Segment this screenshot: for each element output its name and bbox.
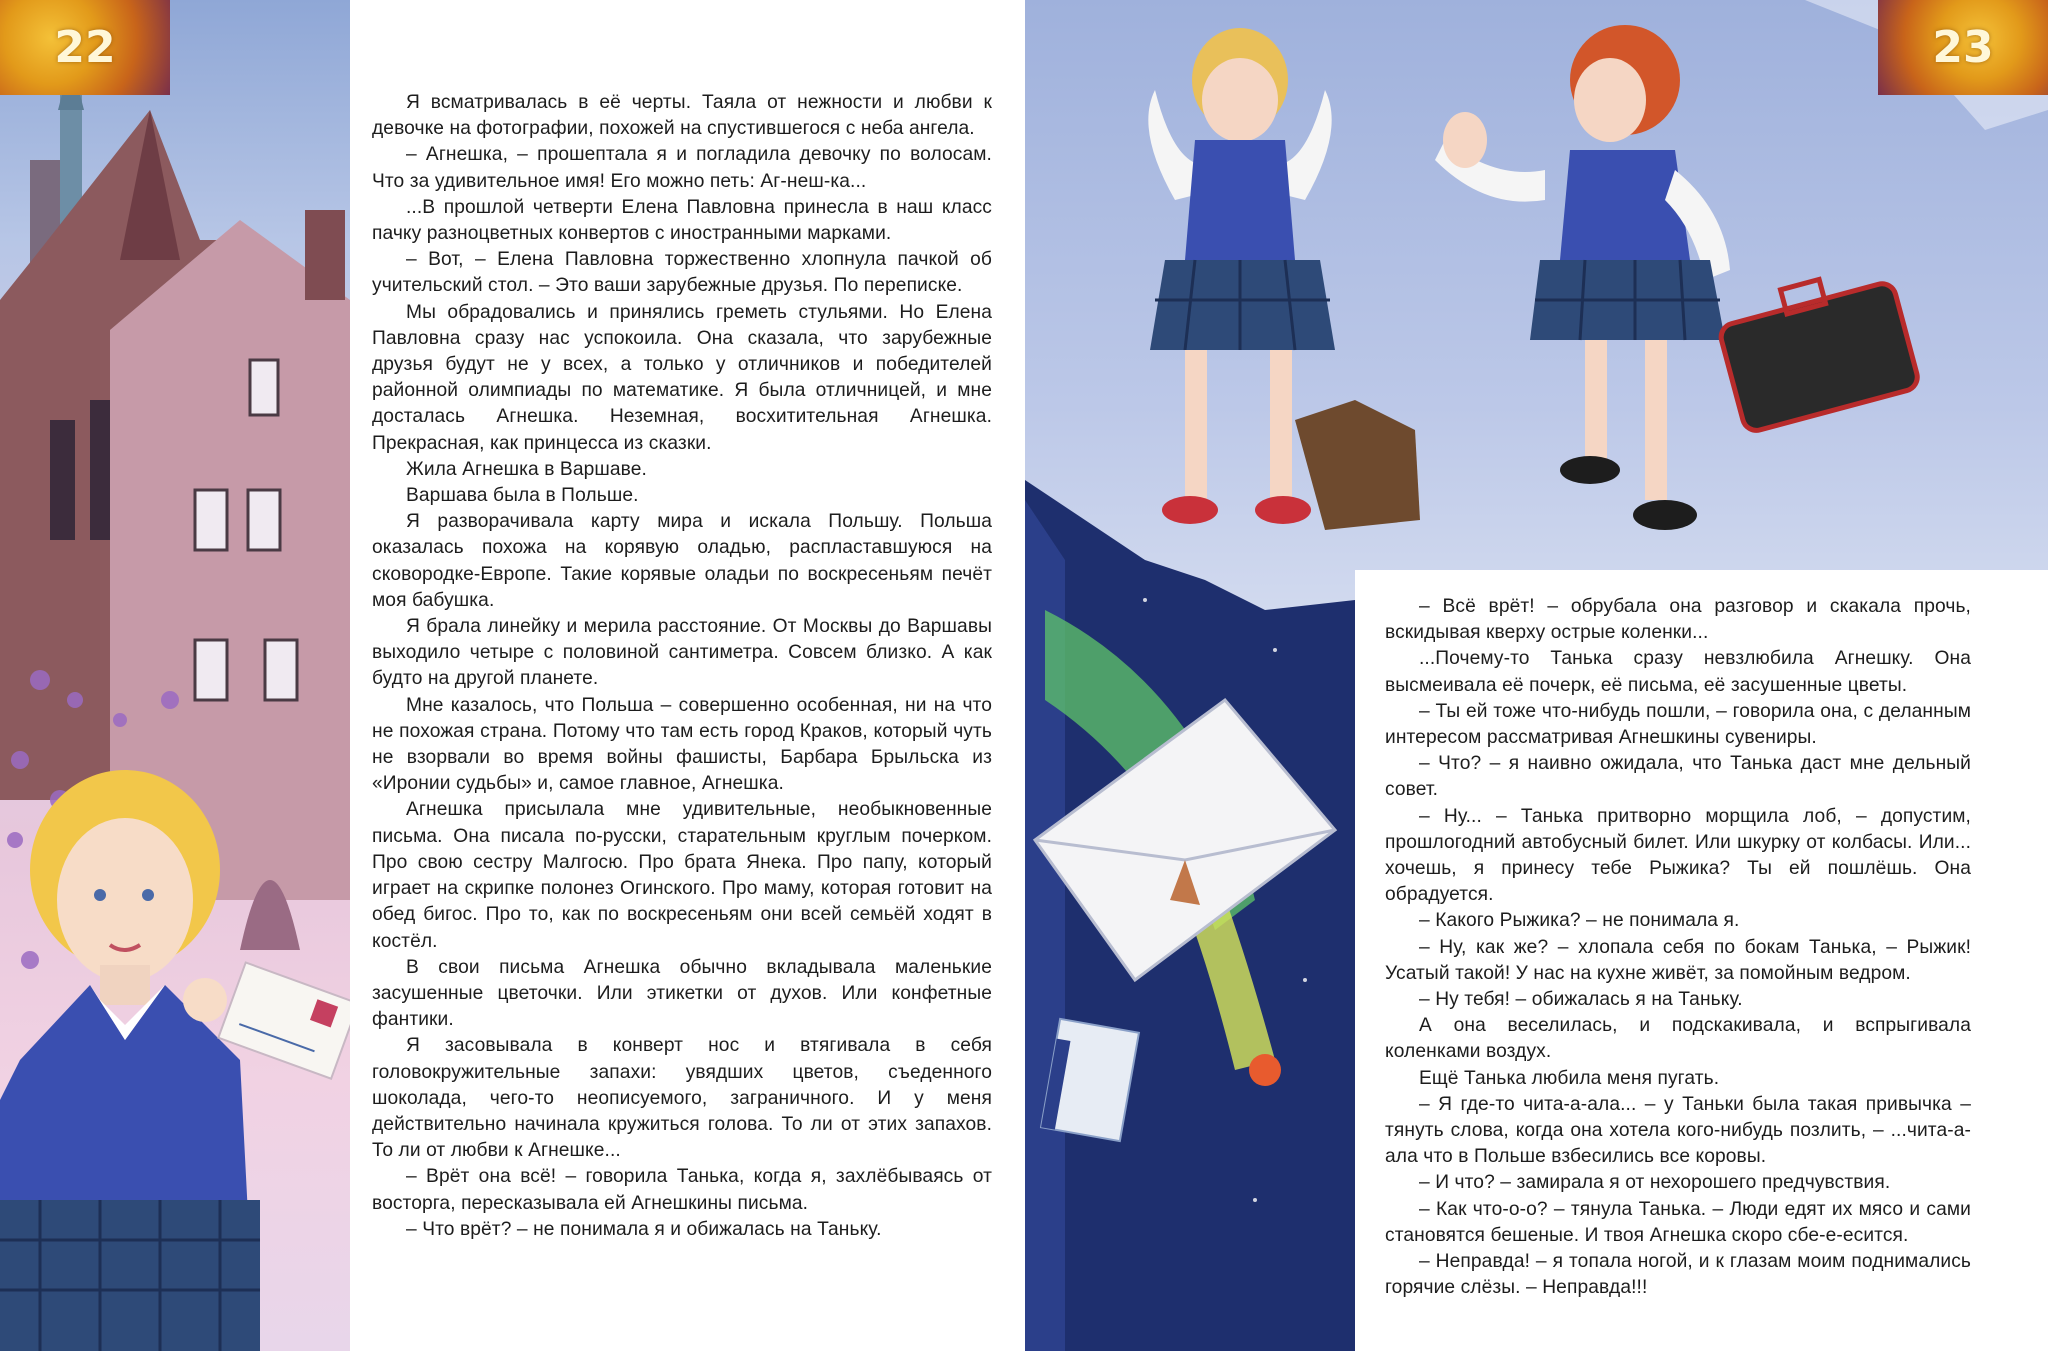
- left-illustration: [0, 0, 350, 1351]
- paragraph: – Ну тебя! – обижалась я на Таньку.: [1419, 989, 1743, 1011]
- left-text-page: [350, 0, 1025, 1351]
- paragraph: Варшава была в Польше.: [406, 485, 639, 507]
- paragraph: – И что? – замирала я от нехорошего предчувствия.: [1419, 1172, 1891, 1194]
- old-town-girl-illustration: [0, 0, 350, 1351]
- paragraph: В свои письма Агнешка обычно вкладывала маленькие засушенные цветочки. Или этикетки от духов. Или конфетные фантики.: [372, 956, 992, 1031]
- paragraph: – Ну, как же? – хлопала себя по бокам Танька, – Рыжик! Усатый такой! У нас на кухне живёт, за помойным ведром.: [1385, 936, 1971, 984]
- left-text-column: [372, 90, 992, 1243]
- paragraph: Мы обрадовались и принялись греметь стульями. Но Елена Павловна сразу нас успокоила. Она сказала, что зарубежные друзья будут не у всех, а только у отличников и победителей районной олимпиады по математике. Я была отличницей, и мне досталась Агнешка. Неземная, восхитительная Агнешка. Прекрасная, как принцесса из сказки.: [372, 301, 992, 454]
- paragraph: – Что? – я наивно ожидала, что Танька даст мне дельный совет.: [1385, 753, 1971, 801]
- page-number-right: 23: [1878, 0, 2048, 95]
- paragraph: – Ну... – Танька притворно морщила лоб, – допустим, прошлогодний автобусный билет. Или шкурку от колбасы. Или... хочешь, я принесу тебе Рыжика? Ты ей пошлёшь. Она обрадуется.: [1385, 805, 1971, 906]
- paragraph: – Агнешка, – прошептала я и погладила девочку по волосам. Что за удивительное имя! Его можно петь: Аг-неш-ка...: [372, 144, 992, 192]
- paragraph: Ещё Танька любила меня пугать.: [1419, 1067, 1720, 1089]
- paragraph: Я брала линейку и мерила расстояние. От Москвы до Варшавы выходило четыре с половиной сантиметра. Совсем близко. А как будто на другой планете.: [372, 616, 992, 690]
- paragraph: – Ты ей тоже что-нибудь пошли, – говорила она, с деланным интересом рассматривая Агнешкины сувениры.: [1385, 700, 1971, 749]
- paragraph: А она веселилась, и подскакивала, и вспрыгивала коленками воздух.: [1385, 1015, 1971, 1063]
- paragraph: Мне казалось, что Польша – совершенно особенная, ни на что не похожая страна. Потому что там есть город Краков, который чуть не взорвали во время войны фашисты, Барбара Брыльска из «Иронии судьбы» и, самое главное, Агнешка.: [372, 694, 992, 795]
- paragraph: – Вот, – Елена Павловна торжественно хлопнула пачкой об учительский стол. – Это ваши зарубежные друзья. По переписке.: [372, 249, 992, 297]
- paragraph: – Что врёт? – не понимала я и обижалась на Таньку.: [406, 1218, 882, 1240]
- paragraph: – Врёт она всё! – говорила Танька, когда я, захлёбываясь от восторга, пересказывала ей Агнешкины письма.: [372, 1166, 992, 1214]
- paragraph: – Я где-то чита-а-ала... – у Таньки была такая привычка – тянуть слова, когда она хотела кого-нибудь позлить, – ...чита-а-ала что в Польше взбесились все коровы.: [1385, 1093, 1971, 1168]
- right-text-column: [1385, 594, 1971, 1301]
- paragraph: – Всё врёт! – обрубала она разговор и скакала прочь, вскидывая кверху острые коленки...: [1385, 596, 1971, 644]
- paragraph: – Какого Рыжика? – не понимала я.: [1419, 910, 1740, 932]
- paragraph: ...Почему-то Танька сразу невзлюбила Агнешку. Она высмеивала её почерк, её письма, её засушенные цветы.: [1385, 648, 1971, 696]
- paragraph: Я разворачивала карту мира и искала Польшу. Польша оказалась похожа на корявую оладью, распластавшуюся на сковородке-Европе. Такие корявые оладьи по воскресеньям печёт моя бабушка.: [372, 511, 992, 611]
- paragraph: Я засовывала в конверт нос и втягивала в себя головокружительные запахи: увядших цветов, съеденного шоколада, чего-то неописуемого, заграничного. И у меня действительно начинала кружиться голова. То ли от этих запахов. То ли от любви к Агнешке...: [372, 1035, 992, 1162]
- paragraph: Агнешка присылала мне удивительные, необыкновенные письма. Она писала по-русски, старательным круглым почерком. Про свою сестру Малгосю. Про брата Янека. Про папу, который играет на скрипке полонез Огинского. Про маму, которая готовит на обед бигос. Про то, как по воскресеньям они всей семьёй ходят в костёл.: [372, 799, 992, 952]
- paragraph: Жила Агнешка в Варшаве.: [406, 458, 647, 480]
- paragraph: – Как что-о-о? – тянула Танька. – Люди едят их мясо и сами становятся бешеные. И твоя Агнешка скоро сбе-е-есится.: [1385, 1198, 1971, 1246]
- paragraph: ...В прошлой четверти Елена Павловна принесла в наш класс пачку разноцветных конвертов с иностранными марками.: [372, 196, 992, 245]
- page-number-left: 22: [0, 0, 170, 95]
- paragraph: – Неправда! – я топала ногой, и к глазам моим поднимались горячие слёзы. – Неправда!!!: [1385, 1251, 1971, 1299]
- paragraph: Я всматривалась в её черты. Таяла от нежности и любви к девочке на фотографии, похожей на спустившегося с неба ангела.: [372, 92, 992, 140]
